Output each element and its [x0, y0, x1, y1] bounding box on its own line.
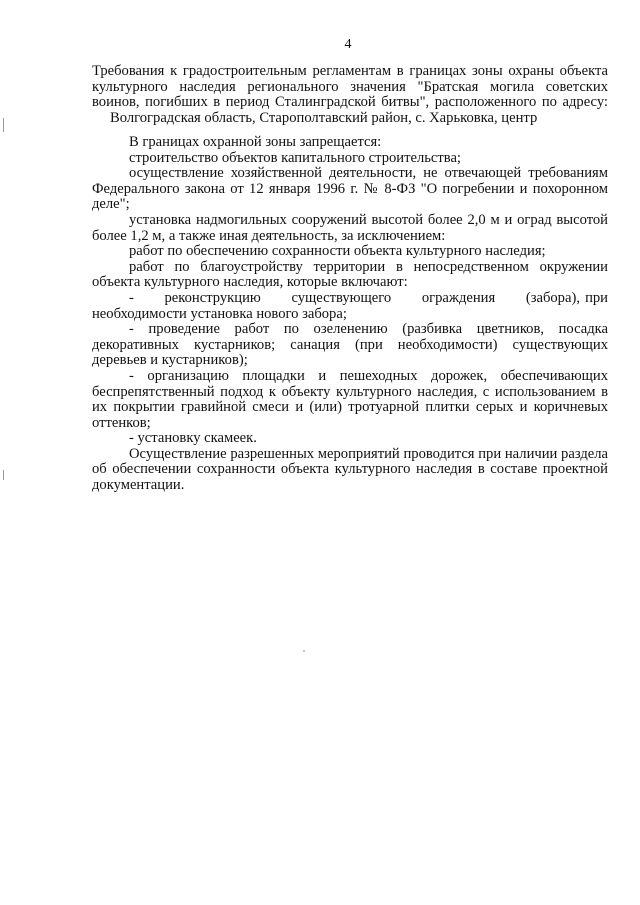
page-number: 4 — [344, 37, 352, 52]
list-item: - проведение работ по озеленению (разбивка цветников, посадка декоративных кустарников; санация (при необходимости) существующих деревьев и кустарников); — [92, 321, 608, 369]
heading-line: воинов, погибших в период Сталинградской битвы", расположенного по адресу: — [92, 94, 608, 111]
paragraph: работ по обеспечению сохранности объекта культурного наследия; — [129, 243, 546, 260]
scan-edge-mark — [3, 470, 4, 480]
list-item: - реконструкцию существующего ограждения (забора), при необходимости установка нового забора; — [92, 289, 612, 322]
document-body — [92, 134, 612, 494]
list-item: - установку скамеек. — [129, 430, 257, 447]
scan-edge-mark — [3, 118, 4, 132]
scan-speck — [303, 650, 305, 652]
heading-line-address: Волгоградская область, Старополтавский район, с. Харьковка, центр — [110, 109, 538, 126]
paragraph: работ по благоустройству территории в непосредственном окружении объекта культурного наследия, которые включают: — [92, 258, 608, 291]
paragraph: строительство объектов капитального строительства; — [129, 149, 461, 166]
document-heading — [92, 64, 608, 126]
heading-line: культурного наследия регионального значения "Братская могила советских — [92, 78, 608, 95]
paragraph: В границах охранной зоны запрещается: — [129, 134, 382, 150]
paragraph: установка надмогильных сооружений высотой более 2,0 м и оград высотой более 1,2 м, а также иная деятельность, за исключением: — [92, 211, 608, 244]
paragraph: осуществление хозяйственной деятельности, не отвечающей требованиям Федерального закона от 12 января 1996 г. № 8-ФЗ "О погребении и похоронном деле"; — [92, 165, 608, 213]
paragraph: Осуществление разрешенных мероприятий проводится при наличии раздела об обеспечении сохранности объекта культурного наследия в составе проектной документации. — [92, 445, 608, 494]
list-item: - организацию площадки и пешеходных дорожек, обеспечивающих беспрепятственный подход к объекту культурного наследия, с использованием в их покрытии гравийной смеси и (или) тротуарной плитки серых и коричневых оттенков; — [92, 367, 608, 431]
heading-line: Требования к градостроительным регламентам в границах зоны охраны объекта — [92, 63, 608, 79]
